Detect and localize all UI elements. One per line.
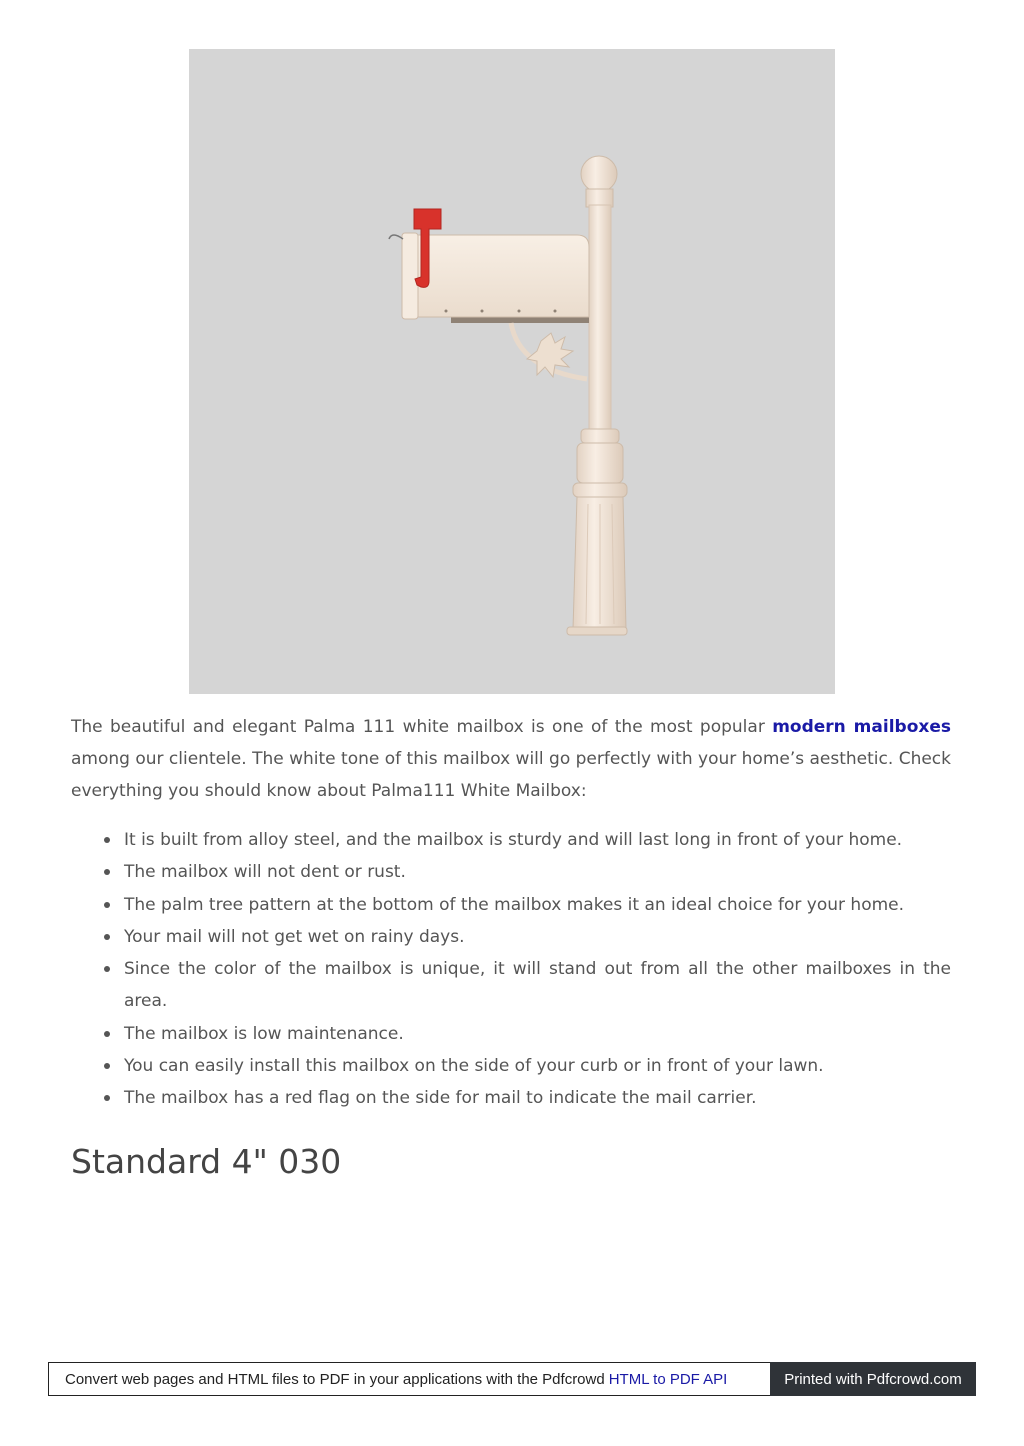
footer-left-text: Convert web pages and HTML files to PDF in your applications with the Pdfcrowd — [65, 1370, 605, 1388]
modern-mailboxes-link[interactable]: modern mailboxes — [772, 717, 951, 737]
feature-item: The mailbox is low maintenance. — [124, 1018, 951, 1050]
html-to-pdf-api-link[interactable]: HTML to PDF API — [608, 1370, 728, 1388]
feature-item: You can easily install this mailbox on the side of your curb or in front of your lawn. — [124, 1050, 951, 1082]
footer-printed-with[interactable]: Printed with Pdfcrowd.com — [770, 1362, 976, 1396]
feature-item: Since the color of the mailbox is unique, it will stand out from all the other mailboxes in the area. — [124, 953, 951, 1018]
section-heading: Standard 4" 030 — [71, 1142, 342, 1181]
feature-item: The mailbox has a red flag on the side for mail to indicate the mail carrier. — [124, 1082, 951, 1114]
feature-item: The mailbox will not dent or rust. — [124, 856, 951, 888]
intro-text-before-link: The beautiful and elegant Palma 111 white mailbox is one of the most popular — [71, 717, 773, 737]
product-image — [189, 49, 835, 694]
mailbox-bracket — [451, 313, 589, 379]
feature-item: Your mail will not get wet on rainy days. — [124, 921, 951, 953]
mailbox-post — [567, 156, 627, 635]
footer-left — [48, 1362, 770, 1396]
intro-text-after-link: among our clientele. The white tone of this mailbox will go perfectly with your home’s aesthetic. Check everything you should know about Palma111 White Mailbox: — [71, 749, 951, 801]
feature-item: The palm tree pattern at the bottom of the mailbox makes it an ideal choice for your home. — [124, 889, 951, 921]
mailbox-illustration — [189, 49, 835, 694]
feature-item: It is built from alloy steel, and the mailbox is sturdy and will last long in front of your home. — [124, 824, 951, 856]
pdfcrowd-footer — [48, 1362, 976, 1396]
feature-list — [71, 824, 951, 1115]
mailbox-body — [389, 233, 589, 319]
intro-paragraph — [71, 711, 951, 807]
